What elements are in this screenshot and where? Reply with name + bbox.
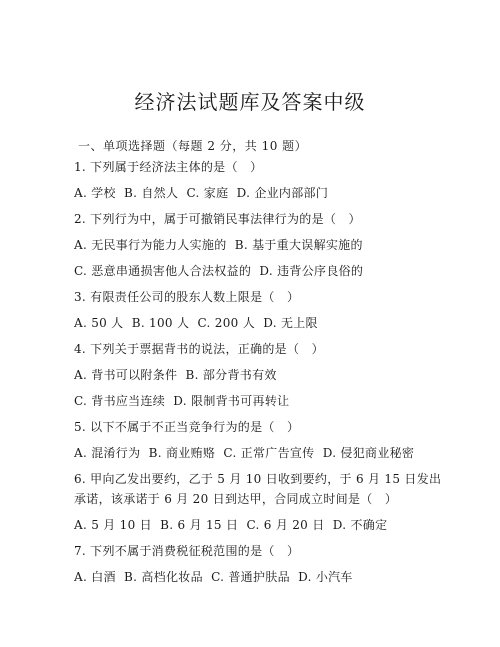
options-text: A. 无民事行为能力人实施的 B. 基于重大误解实施的 xyxy=(74,238,363,252)
options-text: A. 混淆行为 B. 商业贿赂 C. 正常广告宣传 D. 侵犯商业秘密 xyxy=(74,446,415,460)
question-text: 6. 甲向乙发出要约，乙于 5 月 10 日收到要约，于 6 月 15 日发出 xyxy=(74,472,442,486)
options-text: A. 5 月 10 日 B. 6 月 15 日 C. 6 月 20 日 D. 不确定 xyxy=(74,518,388,532)
question-list xyxy=(74,159,444,585)
question-text: 1. 下列属于经济法主体的是（ ） xyxy=(74,160,263,174)
options-text: A. 背书可以附条件 B. 部分背书有效 xyxy=(74,368,277,382)
options-text: A. 50 人 B. 100 人 C. 200 人 D. 无上限 xyxy=(74,316,318,330)
question-text: 7. 下列不属于消费税征税范围的是（ ） xyxy=(74,544,300,558)
question-text: 5. 以下不属于不正当竞争行为的是（ ） xyxy=(74,420,300,434)
question-text: 3. 有限责任公司的股东人数上限是（ ） xyxy=(74,290,300,304)
question-text: 2. 下列行为中，属于可撤销民事法律行为的是（ ） xyxy=(74,212,361,226)
options-text: A. 白酒 B. 高档化妆品 C. 普通护肤品 D. 小汽车 xyxy=(74,570,353,584)
question-text-continued: 承诺，该承诺于 6 月 20 日到达甲，合同成立时间是（ ） xyxy=(74,492,398,506)
question-text: 4. 下列关于票据背书的说法，正确的是（ ） xyxy=(74,342,324,356)
options-text: C. 背书应当连续 D. 限制背书可再转让 xyxy=(74,394,290,408)
section-header: 一、单项选择题（每题 2 分，共 10 题） xyxy=(78,139,308,153)
options-text: C. 恶意串通损害他人合法权益的 D. 违背公序良俗的 xyxy=(74,264,364,278)
document-title: 经济法试题库及答案中级 xyxy=(134,90,366,114)
options-text: A. 学校 B. 自然人 C. 家庭 D. 企业内部部门 xyxy=(74,186,329,200)
